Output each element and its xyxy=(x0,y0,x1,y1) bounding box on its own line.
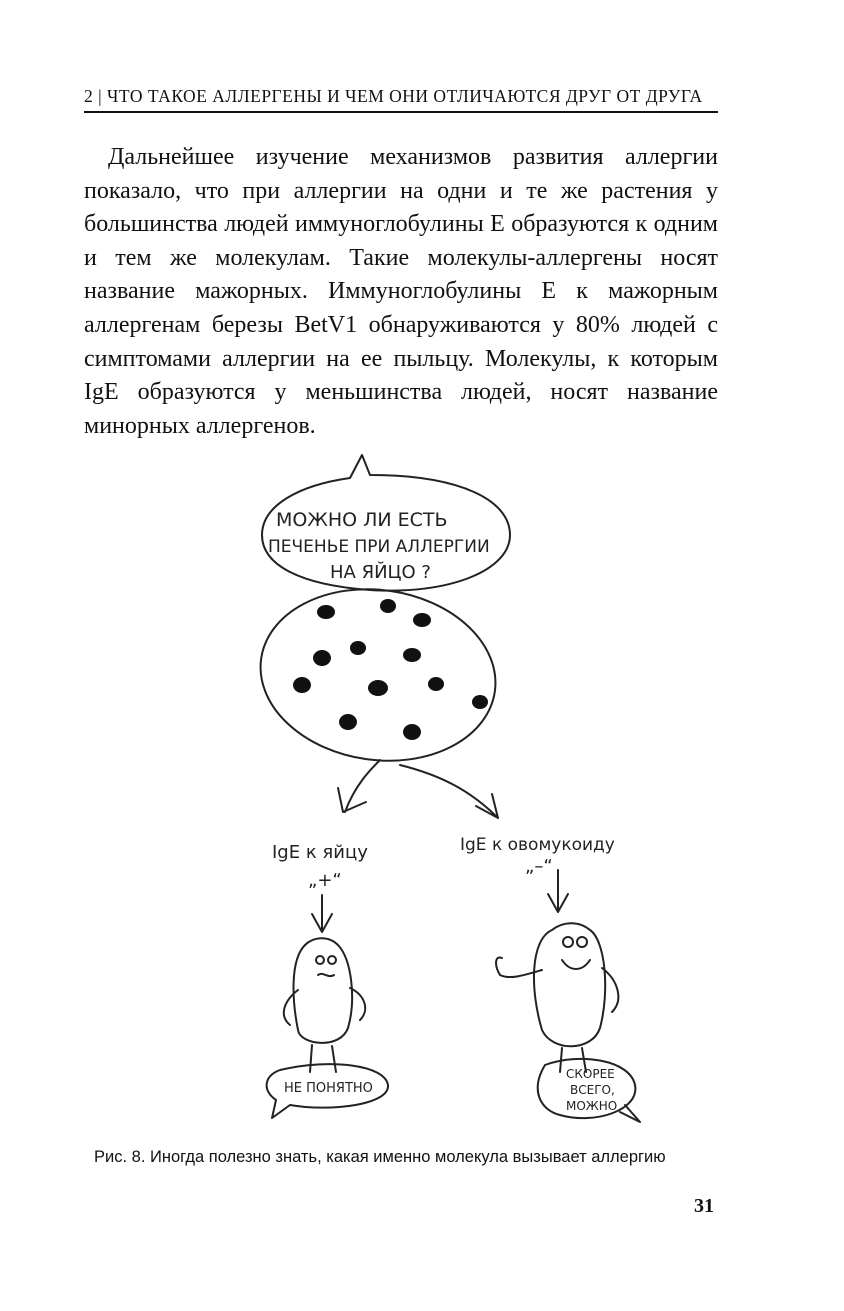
confused-character-icon xyxy=(294,938,353,1043)
left-branch-sign: „+“ xyxy=(308,870,342,891)
header-separator: | xyxy=(98,86,103,106)
figure-illustration xyxy=(180,440,700,1130)
header-rule xyxy=(84,111,718,113)
right-bubble-line-1: СКОРЕЕ xyxy=(566,1067,615,1081)
top-bubble-line-2: ПЕЧЕНЬЕ ПРИ АЛЛЕРГИИ xyxy=(268,537,490,557)
page-number: 31 xyxy=(694,1195,714,1217)
body-paragraph: Дальнейшее изучение механизмов развития аллергии показало, что при аллергии на одни и те же растения у большинства людей иммуноглобулины Е образуются к одним и тем же молекулам. Такие молекулы-аллергены носят название мажорных. Иммуноглобулины Е к мажорным аллергенам березы BetV1 обнаруживаются у 80% людей с симптомами аллергии на ее пыльцу. Молекулы, к которым IgE образуются у меньшинства людей, носят название минорных аллергенов. xyxy=(84,144,718,439)
main-text xyxy=(84,141,718,443)
arrow-left-icon xyxy=(338,760,380,812)
right-branch-label: IgE к овомукоиду xyxy=(460,835,615,855)
figure-caption: Рис. 8. Иногда полезно знать, какая именно молекула вызывает аллергию xyxy=(94,1148,666,1166)
top-bubble-line-3: НА ЯЙЦО ? xyxy=(330,562,431,583)
running-header xyxy=(84,86,718,107)
right-bubble-line-3: МОЖНО xyxy=(566,1099,618,1113)
left-bubble-text: НЕ ПОНЯТНО xyxy=(284,1081,373,1096)
left-branch-label: IgE к яйцу xyxy=(272,842,368,863)
happy-character-icon xyxy=(534,923,605,1046)
right-bubble-line-2: ВСЕГО, xyxy=(570,1083,615,1097)
chapter-title: ЧТО ТАКОЕ АЛЛЕРГЕНЫ И ЧЕМ ОНИ ОТЛИЧАЮТСЯ ДРУГ ОТ ДРУГА xyxy=(107,86,703,106)
right-branch-sign: „–“ xyxy=(525,856,553,877)
chocolate-chips-icon xyxy=(293,599,488,740)
arrow-right-icon xyxy=(400,765,498,818)
cookie-drawing xyxy=(180,440,700,1130)
chapter-number: 2 xyxy=(84,86,94,106)
top-bubble-line-1: МОЖНО ЛИ ЕСТЬ xyxy=(276,509,448,531)
arrow-down-left-icon xyxy=(312,895,332,932)
cookie-icon xyxy=(249,574,506,775)
